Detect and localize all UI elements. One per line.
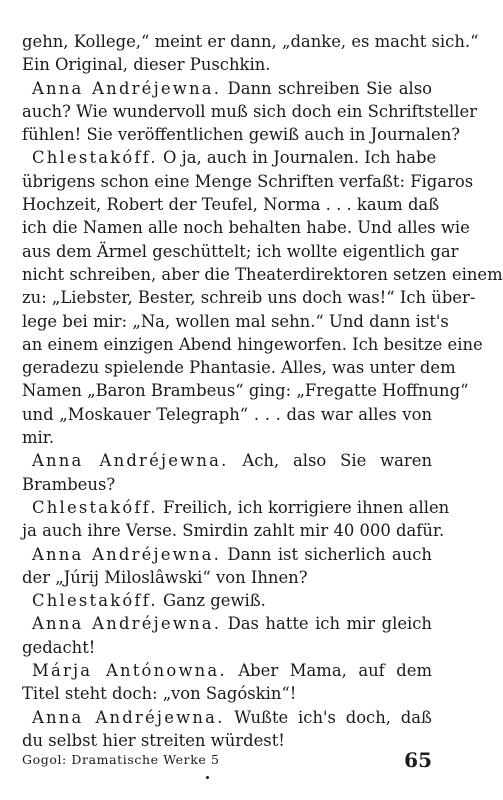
line-text: ich die Namen alle noch behalten habe. Und alles wie xyxy=(22,218,470,238)
line-text: Hochzeit, Robert der Teufel, Norma . . . kaum daß xyxy=(22,195,440,215)
line-text: Dann schreiben Sie also xyxy=(221,78,432,98)
text-line xyxy=(22,519,445,542)
text-line xyxy=(22,496,450,519)
line-text: Titel steht doch: „von Sagóskin“! xyxy=(22,684,297,704)
speaker-name: Chlestakóff. xyxy=(32,591,158,611)
line-text: Ach, also Sie waren xyxy=(228,451,432,471)
text-line xyxy=(22,426,432,449)
line-text: lege bei mir: „Na, wollen mal sehn.“ Und dann ist's xyxy=(22,311,449,331)
line-text: gehn, Kollege,“ meint er dann, „danke, es macht sich.“ xyxy=(22,32,479,51)
speaker-name: Anna Andréjewna. xyxy=(32,78,222,98)
signature-mark xyxy=(206,776,209,779)
speaker-name: Anna Andréjewna. xyxy=(32,451,229,471)
text-line xyxy=(22,123,461,146)
line-text: ja auch ihre Verse. Smirdin zahlt mir 40 000 dafür. xyxy=(22,521,445,541)
line-text: du selbst hier streiten würdest! xyxy=(22,730,285,750)
speaker-name: Anna Andréjewna. xyxy=(32,707,225,727)
text-line xyxy=(22,356,456,379)
text-line xyxy=(22,659,432,682)
text-line xyxy=(22,566,432,589)
text-line xyxy=(22,193,440,216)
line-text: O ja, auch in Journalen. Ich habe xyxy=(157,148,437,168)
text-line xyxy=(22,263,503,286)
line-text: Aber Mama, auf dem xyxy=(226,661,432,681)
line-text: Ein Original, dieser Puschkin. xyxy=(22,55,271,75)
text-line xyxy=(22,636,432,659)
line-text: auch? Wie wundervoll muß sich doch ein Schriftsteller xyxy=(22,101,478,121)
line-text: Wußte ich's doch, daß xyxy=(224,707,433,727)
speaker-name: Chlestakóff. xyxy=(32,148,158,168)
line-text: nicht schreiben, aber die Theaterdirektoren setzen einem xyxy=(22,264,503,284)
text-line xyxy=(22,473,432,496)
line-text: mir. xyxy=(22,428,55,448)
text-line xyxy=(22,77,432,100)
page-number: 65 xyxy=(404,748,432,772)
text-line xyxy=(22,170,474,193)
text-line xyxy=(22,333,483,356)
line-text: Namen „Baron Brambeus“ ging: „Fregatte Hoffnung“ xyxy=(22,381,469,401)
line-text: zu: „Liebster, Bester, schreib uns doch was!“ Ich über- xyxy=(22,288,476,308)
line-text: aus dem Ärmel geschüttelt; ich wollte eigentlich gar xyxy=(22,241,459,261)
line-text: und „Moskauer Telegraph“ . . . das war alles von xyxy=(22,404,432,424)
text-line xyxy=(22,682,432,705)
page-body xyxy=(22,30,503,752)
text-line xyxy=(22,286,476,309)
text-line xyxy=(22,543,432,566)
speaker-name: Anna Andréjewna. xyxy=(32,614,222,634)
line-text: Das hatte ich mir gleich xyxy=(221,614,432,634)
line-text: Brambeus? xyxy=(22,474,116,494)
text-line xyxy=(22,403,432,426)
line-text: gedacht! xyxy=(22,637,96,657)
text-line xyxy=(22,53,432,76)
line-text: fühlen! Sie veröffentlichen gewiß auch in Journalen? xyxy=(22,125,461,145)
speaker-name: Chlestakóff. xyxy=(32,497,158,517)
text-line xyxy=(22,379,469,402)
text-line xyxy=(22,449,432,472)
text-line xyxy=(22,146,437,169)
line-text: übrigens schon eine Menge Schriften verfaßt: Figaros xyxy=(22,171,474,191)
speaker-name: Márja Antónowna. xyxy=(32,661,227,681)
text-line xyxy=(22,240,459,263)
line-text: geradezu spielende Phantasie. Alles, was unter dem xyxy=(22,358,456,378)
printer-signature: Gogol: Dramatische Werke 5 xyxy=(22,752,220,767)
text-line xyxy=(22,612,432,635)
text-line xyxy=(22,310,449,333)
line-text: Dann ist sicherlich auch xyxy=(221,544,432,564)
text-line xyxy=(22,706,432,729)
line-text: der „Júrij Miloslâwski“ von Ihnen? xyxy=(22,567,308,587)
line-text: an einem einzigen Abend hingeworfen. Ich besitze eine xyxy=(22,334,483,354)
text-line xyxy=(22,589,432,612)
text-line xyxy=(22,30,479,53)
text-line xyxy=(22,100,478,123)
page-footer xyxy=(22,748,432,774)
line-text: Freilich, ich korrigiere ihnen allen xyxy=(157,497,450,517)
text-line xyxy=(22,216,470,239)
line-text: Ganz gewiß. xyxy=(157,591,266,611)
speaker-name: Anna Andréjewna. xyxy=(32,544,222,564)
